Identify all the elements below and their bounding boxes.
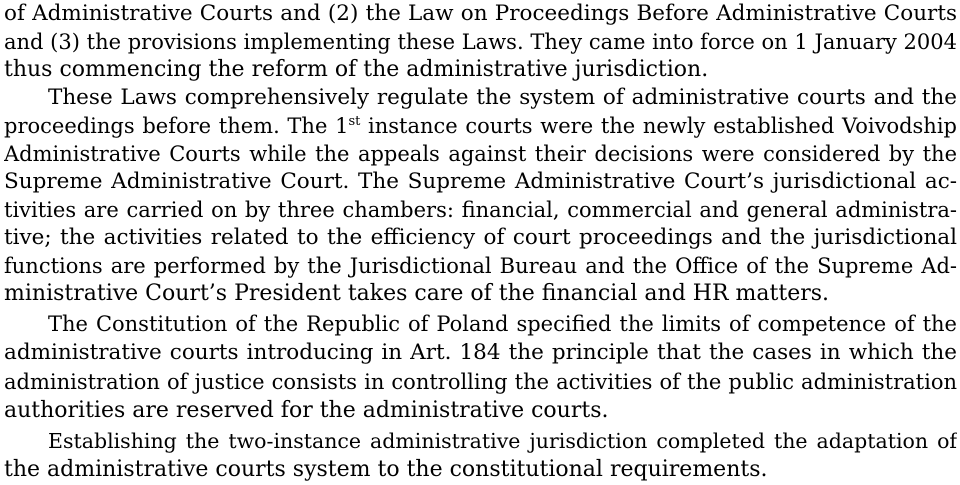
text-line: of Administrative Courts and (2) the Law on Proceedings Before Administrative Courts [4,1,957,26]
text-line: Administrative Courts while the appeals against their decisions were considered by the [4,142,957,166]
text-line: administration of justice consists in controlling the activities of the public administration [4,370,957,394]
text-line: thus commencing the reform of the administrative jurisdiction. [4,57,709,82]
text-line: Supreme Administrative Court. The Supreme Administrative Court’s jurisdictional ac- [4,169,957,194]
superscript: st [348,114,361,129]
text-line: tivities are carried on by three chambers: financial, commercial and general administra- [4,198,957,222]
text-line: functions are performed by the Jurisdictional Bureau and the Office of the Supreme Ad- [4,254,957,278]
text-line: The Constitution of the Republic of Poland specified the limits of competence of the [48,312,957,336]
text-line: administrative courts introducing in Art. 184 the principle that the cases in which the [4,340,957,365]
text-line: These Laws comprehensively regulate the system of administrative courts and the [48,85,957,110]
text-fragment: instance courts were the newly established Voivodship [360,114,957,138]
text-line: authorities are reserved for the administrative courts. [4,398,609,423]
text-fragment: proceedings before them. The 1 [4,114,349,138]
text-line-with-superscript [4,112,957,140]
text-line: tive; the activities related to the efficiency of court proceedings and the jurisdictional [4,225,957,250]
text-line: ministrative Court’s President takes care of the financial and HR matters. [4,281,830,306]
text-line: the administrative courts system to the constitutional requirements. [4,457,768,482]
text-line: and (3) the provisions implementing these Laws. They came into force on 1 January 2004 [4,30,957,54]
text-line: Establishing the two-instance administrative jurisdiction completed the adaptation of [48,429,957,453]
